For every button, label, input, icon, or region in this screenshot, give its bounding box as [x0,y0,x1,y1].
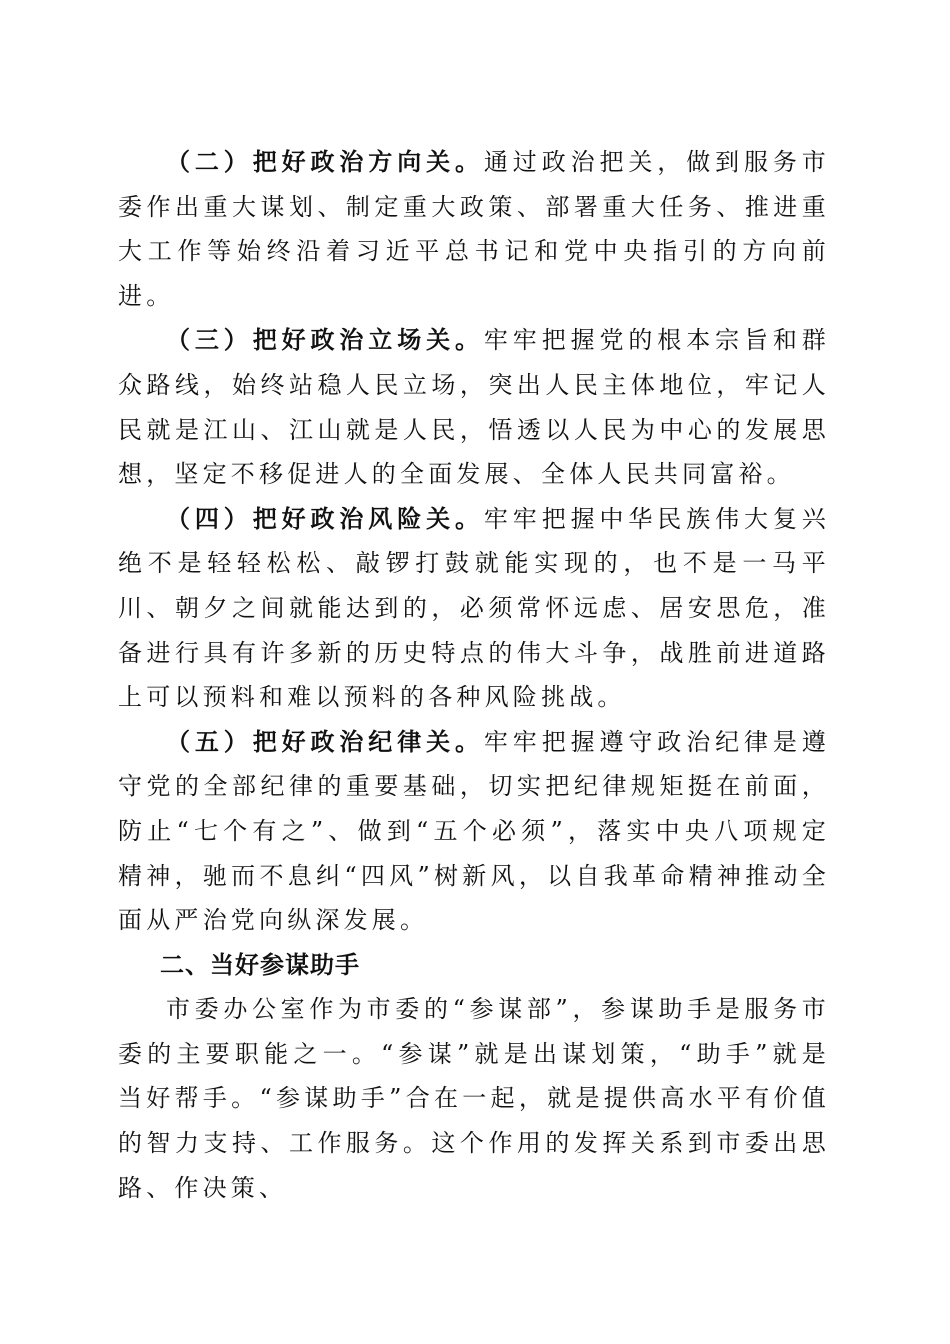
paragraph-political-stance [118,318,830,496]
paragraph-body: 牢牢把握遵守政治纪律是遵守党的全部纪律的重要基础，切实把纪律规矩挺在前面，防止“七个有之”、做到“五个必须”，落实中央八项规定精神，驰而不息纠“四风”树新风，以自我革命精神推动全面从严治党向纵深发展。 [118,727,831,935]
paragraph-lead-heading: （二）把好政治方向关。 [166,147,484,176]
paragraph-body: 通过政治把关，做到服务市委作出重大谋划、制定重大政策、部署重大任务、推进重大工作等始终沿着习近平总书记和党中央指引的方向前进。 [118,148,831,310]
paragraph-lead-heading: （三）把好政治立场关。 [166,325,484,355]
section-heading: 二、当好参谋助手 [160,950,360,979]
paragraph-lead-heading: （五）把好政治纪律关。 [166,726,484,756]
paragraph-lead-heading: （四）把好政治风险关。 [166,503,484,533]
paragraph-body: 牢牢把握中华民族伟大复兴绝不是轻轻松松、敲锣打鼓就能实现的，也不是一马平川、朝夕之间就能达到的，必须常怀远虑、居安思危，准备进行具有许多新的历史特点的伟大斗争，战胜前进道路上可以预料和难以预料的各种风险挑战。 [118,504,831,712]
paragraph-staff-assistant: 市委办公室作为市委的“参谋部”，参谋助手是服务市委的主要职能之一。“参谋”就是出谋划策，“助手”就是当好帮手。“参谋助手”合在一起，就是提供高水平有价值的智力支持、工作服务。这个作用的发挥关系到市委出思路、作决策、 [118,995,830,1202]
paragraph-political-risk [118,497,830,720]
paragraph-body: 牢牢把握党的根本宗旨和群众路线，始终站稳人民立场，突出人民主体地位，牢记人民就是江山、江山就是人民，悟透以人民为中心的发展思想，坚定不移促进人的全面发展、全体人民共同富裕。 [118,326,831,489]
paragraph-political-discipline [118,720,830,943]
paragraph-political-direction [118,140,830,318]
document-page [118,140,830,1210]
